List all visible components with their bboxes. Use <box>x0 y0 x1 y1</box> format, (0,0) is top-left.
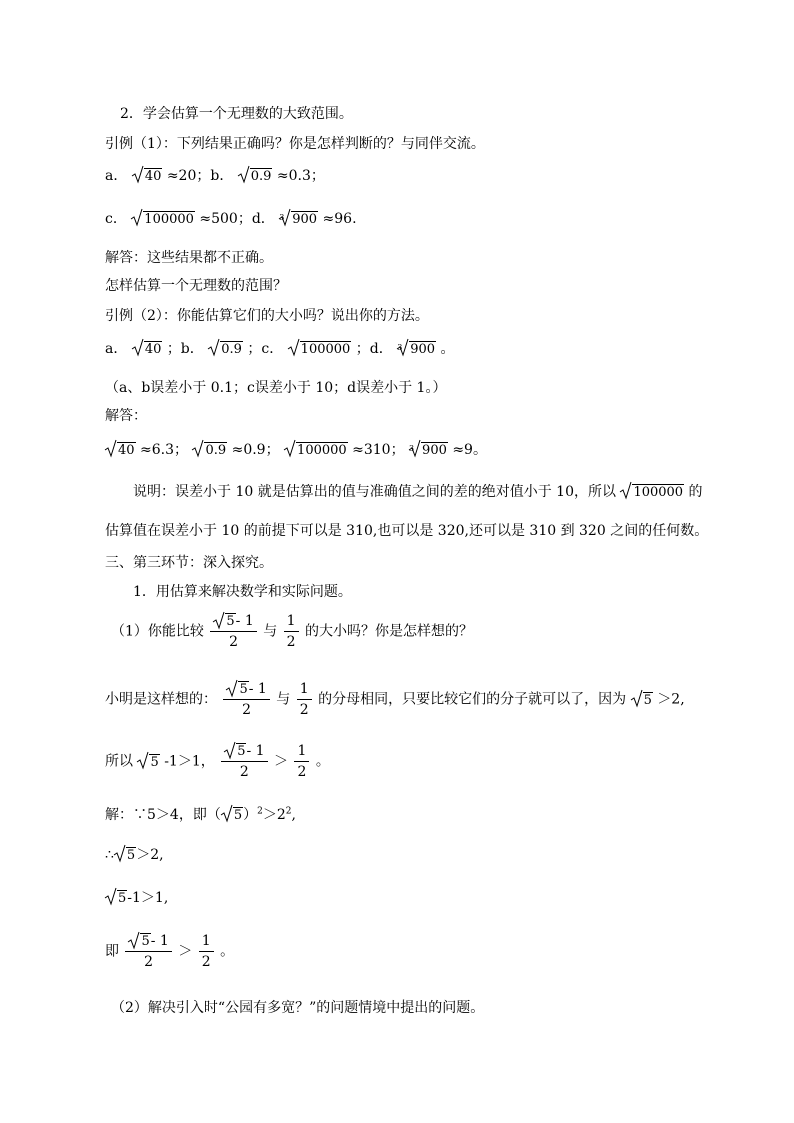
radicand: 40 <box>144 169 162 184</box>
radicand: 900 <box>292 212 318 227</box>
radicand: 100000 <box>297 443 347 458</box>
radical-sign-icon <box>137 752 149 769</box>
text: 小明是这样想的： <box>105 691 217 708</box>
radical-sign-icon <box>631 690 643 707</box>
radicand: 5 <box>226 614 235 629</box>
question-text: 与 <box>263 623 278 640</box>
numerator: 1 <box>294 742 309 762</box>
sqrt-100000 <box>131 209 195 229</box>
separator-text: ；c． <box>247 341 284 357</box>
radicand: 5 <box>237 744 246 759</box>
fraction-sqrt5-minus-1-over-2 <box>221 742 267 781</box>
radical-sign-icon <box>132 339 144 356</box>
sqrt-5 <box>105 888 127 908</box>
cbrt-900 <box>409 440 448 460</box>
approx-text: ≈9。 <box>452 442 487 458</box>
answer-1: 解答：这些结果都不正确。 <box>105 250 273 266</box>
text: 的分母相同，只要比较它们的分子就可以了，因为 <box>318 691 627 708</box>
radical-sign-icon <box>288 339 300 356</box>
text: 解：∵5＞4，即（ <box>105 807 221 823</box>
numerator-text: - 1 <box>248 681 267 697</box>
radicand: 40 <box>144 342 162 357</box>
radical-sign-icon <box>105 888 117 905</box>
cbrt-900 <box>397 339 436 359</box>
example-2-intro: 引例（2）：你能估算它们的大小吗？说出你的方法。 <box>105 308 429 324</box>
radical-sign-icon <box>132 166 144 183</box>
radicand: 0.9 <box>250 169 272 184</box>
text: -1＞1, <box>127 890 169 906</box>
root-index: 3 <box>279 213 285 222</box>
approx-text: ≈310； <box>352 442 405 458</box>
label-a: a． <box>105 341 128 357</box>
text: ＞2, <box>136 847 164 863</box>
radical-sign-icon <box>221 805 233 822</box>
label-c: c． <box>105 211 127 227</box>
radicand: 5 <box>126 848 136 863</box>
fraction-one-half <box>199 932 214 971</box>
sqrt-100000 <box>288 339 352 359</box>
sqrt-40 <box>132 166 163 186</box>
sqrt-5 <box>213 612 235 630</box>
separator-text: ；d． <box>355 341 393 357</box>
answer-2-line <box>105 440 487 460</box>
how-question: 怎样估算一个无理数的范围？ <box>105 278 287 294</box>
fraction-sqrt5-minus-1-over-2 <box>210 612 256 651</box>
xiaoming-line <box>105 680 685 719</box>
radical-sign-icon <box>105 440 117 457</box>
radicand: 0.9 <box>221 342 242 357</box>
denominator: 2 <box>144 954 154 970</box>
separator-text: 。 <box>440 341 455 357</box>
radical-sign-icon <box>192 440 204 457</box>
radical-sign-icon <box>226 680 238 697</box>
numerator: 1 <box>284 612 299 632</box>
root-index: 3 <box>397 343 403 352</box>
fraction-sqrt5-minus-1-over-2 <box>223 680 269 719</box>
label-a: a． <box>105 168 128 184</box>
section-3-item-1: 1．用估算来解决数学和实际问题。 <box>133 584 352 600</box>
denominator: 2 <box>229 634 239 650</box>
separator-text: ；b． <box>166 341 204 357</box>
numerator-text: - 1 <box>235 613 254 629</box>
approx-text: ≈0.3； <box>276 168 325 184</box>
text: 与 <box>276 691 291 708</box>
radical-sign-icon <box>208 339 220 356</box>
text: , <box>291 807 296 823</box>
sqrt-5 <box>226 680 248 698</box>
text: ＞ <box>274 753 289 770</box>
exponent: 2 <box>285 806 292 817</box>
sqrt-100000 <box>284 440 348 460</box>
example-1-line-cd <box>105 209 357 229</box>
radical-sign-icon <box>224 742 236 759</box>
radicand: 5 <box>643 692 652 708</box>
so-line <box>105 742 330 781</box>
sqrt-0-9 <box>208 339 243 359</box>
sqrt-5 <box>224 742 246 760</box>
solution-line-4 <box>105 932 234 971</box>
root-index: 3 <box>409 444 415 453</box>
example-2-line <box>105 339 454 359</box>
cbrt-900 <box>279 209 318 229</box>
radicand: 900 <box>422 443 447 458</box>
fraction-one-half <box>297 680 312 719</box>
numerator: 1 <box>297 680 312 700</box>
solution-line-2 <box>105 845 164 865</box>
radicand: 5 <box>141 934 150 949</box>
approx-text: ≈96. <box>322 211 357 227</box>
example-1-line-ab <box>105 166 325 186</box>
example-1-intro: 引例（1）：下列结果正确吗？你是怎样判断的？与同伴交流。 <box>105 136 485 152</box>
radical-sign-icon <box>279 209 291 226</box>
section-3-title: 三、第三环节：深入探究。 <box>105 555 273 571</box>
approx-text: ≈500；d． <box>199 211 275 227</box>
radical-sign-icon <box>213 612 225 629</box>
radical-sign-icon <box>114 845 126 862</box>
radical-sign-icon <box>238 166 250 183</box>
radicand: 100000 <box>300 342 351 357</box>
numerator-text: - 1 <box>246 743 265 759</box>
text: 即 <box>105 943 119 960</box>
section-2-title: 2．学会估算一个无理数的大致范围。 <box>120 106 353 122</box>
sqrt-40 <box>105 440 136 460</box>
note-text: 说明：误差小于 10 就是估算出的值与准确值之间的差的绝对值小于 10，所以 <box>133 484 616 500</box>
answer-2-label: 解答： <box>105 408 147 424</box>
radicand: 0.9 <box>205 443 227 458</box>
solution-line-1 <box>105 805 296 825</box>
text: -1＞1， <box>164 753 215 770</box>
approx-text: ≈6.3； <box>140 442 188 458</box>
question-1 <box>111 612 473 651</box>
text: 所以 <box>105 753 133 770</box>
radicand: 900 <box>410 342 436 357</box>
denominator: 2 <box>286 634 296 650</box>
solution-line-3 <box>105 888 168 908</box>
sqrt-5 <box>137 752 159 772</box>
sqrt-5 <box>114 845 136 865</box>
radical-sign-icon <box>409 440 421 457</box>
text: ） <box>243 807 258 823</box>
denominator: 2 <box>297 764 307 780</box>
radicand: 100000 <box>144 212 194 227</box>
denominator: 2 <box>201 954 211 970</box>
denominator: 2 <box>239 764 249 780</box>
text: ＞2 <box>262 807 286 823</box>
radical-sign-icon <box>620 482 632 499</box>
radicand: 5 <box>233 808 243 823</box>
sqrt-5 <box>631 690 653 710</box>
denominator: 2 <box>299 702 309 718</box>
text: ＞ <box>178 943 193 960</box>
radicand: 40 <box>118 443 135 458</box>
radical-sign-icon <box>284 440 296 457</box>
fraction-one-half <box>284 612 299 651</box>
fraction-one-half <box>294 742 309 781</box>
approx-text: ≈0.9； <box>231 442 280 458</box>
note-line-1 <box>133 482 703 502</box>
radicand: 5 <box>118 891 127 906</box>
sqrt-5 <box>221 805 243 825</box>
sqrt-100000 <box>620 482 684 502</box>
sqrt-5 <box>128 932 150 950</box>
sqrt-40 <box>132 339 163 359</box>
radical-sign-icon <box>397 339 409 356</box>
sqrt-0-9 <box>238 166 273 186</box>
question-text: （1）你能比较 <box>111 623 204 640</box>
denominator: 2 <box>242 702 252 718</box>
radicand: 5 <box>239 682 248 697</box>
numerator: 1 <box>199 932 214 952</box>
sqrt-0-9 <box>192 440 227 460</box>
text: 。 <box>220 943 235 960</box>
note-line-2: 估算值在误差小于 10 的前提下可以是 310,也可以是 320,还可以是 310 到 320 之间的任何数。 <box>105 523 709 539</box>
approx-text: ≈20；b． <box>166 168 234 184</box>
radicand: 5 <box>150 754 159 770</box>
radicand: 100000 <box>633 485 684 500</box>
numerator-text: - 1 <box>150 933 169 949</box>
text: 。 <box>315 753 330 770</box>
fraction-sqrt5-minus-1-over-2 <box>125 932 171 971</box>
radical-sign-icon <box>131 209 143 226</box>
question-text: 的大小吗？你是怎样想的？ <box>305 623 474 640</box>
radical-sign-icon <box>128 932 140 949</box>
question-2: （2）解决引入时“公园有多宽？”的问题情境中提出的问题。 <box>111 1000 485 1016</box>
error-note: （a、b误差小于 0.1；c误差小于 10；d误差小于 1。） <box>105 380 447 396</box>
exponent: 2 <box>257 806 263 817</box>
note-text: 的 <box>688 484 703 500</box>
text: ∴ <box>105 847 114 863</box>
text: ＞2, <box>657 691 685 708</box>
